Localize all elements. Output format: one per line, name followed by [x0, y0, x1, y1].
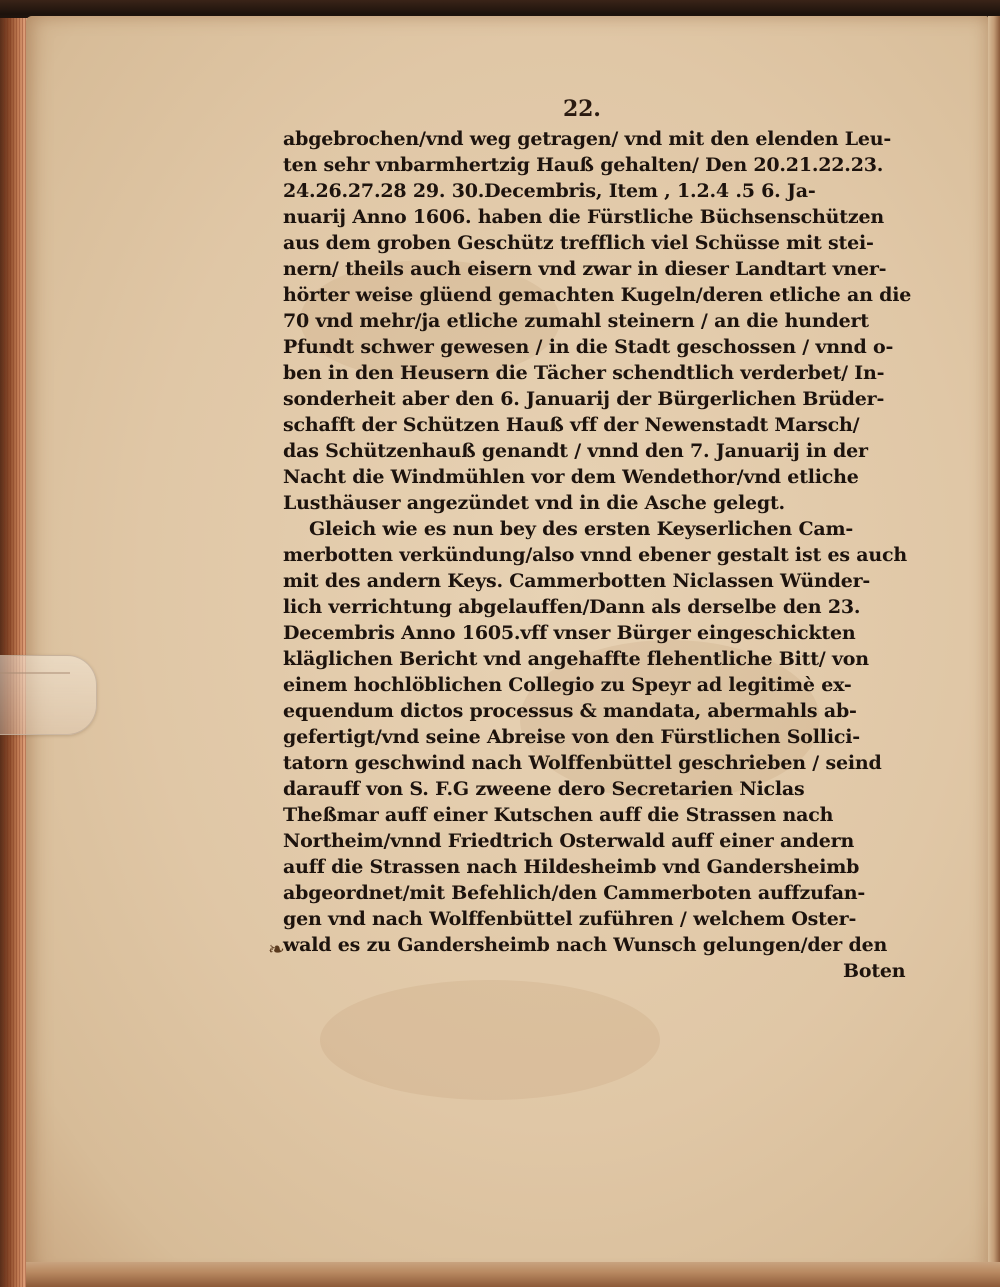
text-line: einem hochlöblichen Collegio zu Speyr ad legitimè ex- — [283, 674, 852, 696]
text-line: auff die Strassen nach Hildesheimb vnd Gandersheimb — [283, 856, 860, 878]
text-line: gen vnd nach Wolffenbüttel zuführen / welchem Oster- — [283, 908, 857, 930]
page-edges — [4, 18, 26, 1287]
text-line: equendum dictos processus & mandata, abermahls ab- — [283, 700, 857, 722]
text-line: Nacht die Windmühlen vor dem Wendethor/vnd etliche — [283, 466, 859, 488]
text-line: abgebrochen/vnd weg getragen/ vnd mit den elenden Leu- — [283, 128, 892, 150]
text-line: Lusthäuser angezündet vnd in die Asche gelegt. — [283, 492, 785, 514]
text-line: Northeim/vnnd Friedtrich Osterwald auff einer andern — [283, 830, 855, 852]
text-line: das Schützenhauß genandt / vnnd den 7. Januarij in der — [283, 440, 868, 462]
page-bottom-edge — [26, 1262, 1000, 1287]
text-line: lich verrichtung abgelauffen/Dann als derselbe den 23. — [283, 596, 861, 618]
text-line: 70 vnd mehr/ja etliche zumahl steinern / an die hundert — [283, 310, 869, 332]
page-right-edge — [988, 16, 1000, 1287]
text-line: nern/ theils auch eisern vnd zwar in dieser Landtart vner- — [283, 258, 887, 280]
text-line: aus dem groben Geschütz trefflich viel Schüsse mit stei- — [283, 232, 874, 254]
text-line: ten sehr vnbarmhertzig Hauß gehalten/ Den 20.21.22.23. — [283, 154, 884, 176]
text-line: 24.26.27.28 29. 30.Decembris, Item , 1.2.4 .5 6. Ja- — [283, 180, 816, 202]
text-line: tatorn geschwind nach Wolffenbüttel geschrieben / seind — [283, 752, 882, 774]
text-line: mit des andern Keys. Cammerbotten Niclassen Wünder- — [283, 570, 871, 592]
text-line: darauff von S. F.G zweene dero Secretarien Niclas — [283, 778, 805, 800]
text-line: kläglichen Bericht vnd angehaffte flehentliche Bitt/ von — [283, 648, 869, 670]
text-line: Pfundt schwer gewesen / in die Stadt geschossen / vnnd o- — [283, 336, 894, 358]
text-line: hörter weise glüend gemachten Kugeln/deren etliche an die — [283, 284, 912, 306]
text-line: ben in den Heusern die Tächer schendtlich verderbet/ In- — [283, 362, 885, 384]
paragraph-start-line: Gleich wie es nun bey des ersten Keyserlichen Cam- — [309, 518, 854, 540]
page-number: 22. — [563, 96, 601, 122]
text-line: abgeordnet/mit Befehlich/den Cammerboten auffzufan- — [283, 882, 866, 904]
text-line: nuarij Anno 1606. haben die Fürstliche Büchsenschützen — [283, 206, 884, 228]
text-line: merbotten verkündung/also vnnd ebener gestalt ist es auch — [283, 544, 907, 566]
text-line: wald es zu Gandersheimb nach Wunsch gelungen/der den — [283, 934, 888, 956]
clip-edge — [0, 672, 70, 674]
margin-hand-mark: ❧ — [268, 937, 285, 961]
text-line: Decembris Anno 1605.vff vnser Bürger eingeschickten — [283, 622, 856, 644]
text-line: sonderheit aber den 6. Januarij der Bürgerlichen Brüder- — [283, 388, 885, 410]
catchword: Boten — [843, 960, 906, 982]
text-line: gefertigt/vnd seine Abreise von den Fürstlichen Sollici- — [283, 726, 860, 748]
text-line: Theßmar auff einer Kutschen auff die Strassen nach — [283, 804, 834, 826]
plastic-clip — [0, 655, 97, 735]
paper-stain — [320, 980, 660, 1100]
text-line: schafft der Schützen Hauß vff der Newenstadt Marsch/ — [283, 414, 860, 436]
